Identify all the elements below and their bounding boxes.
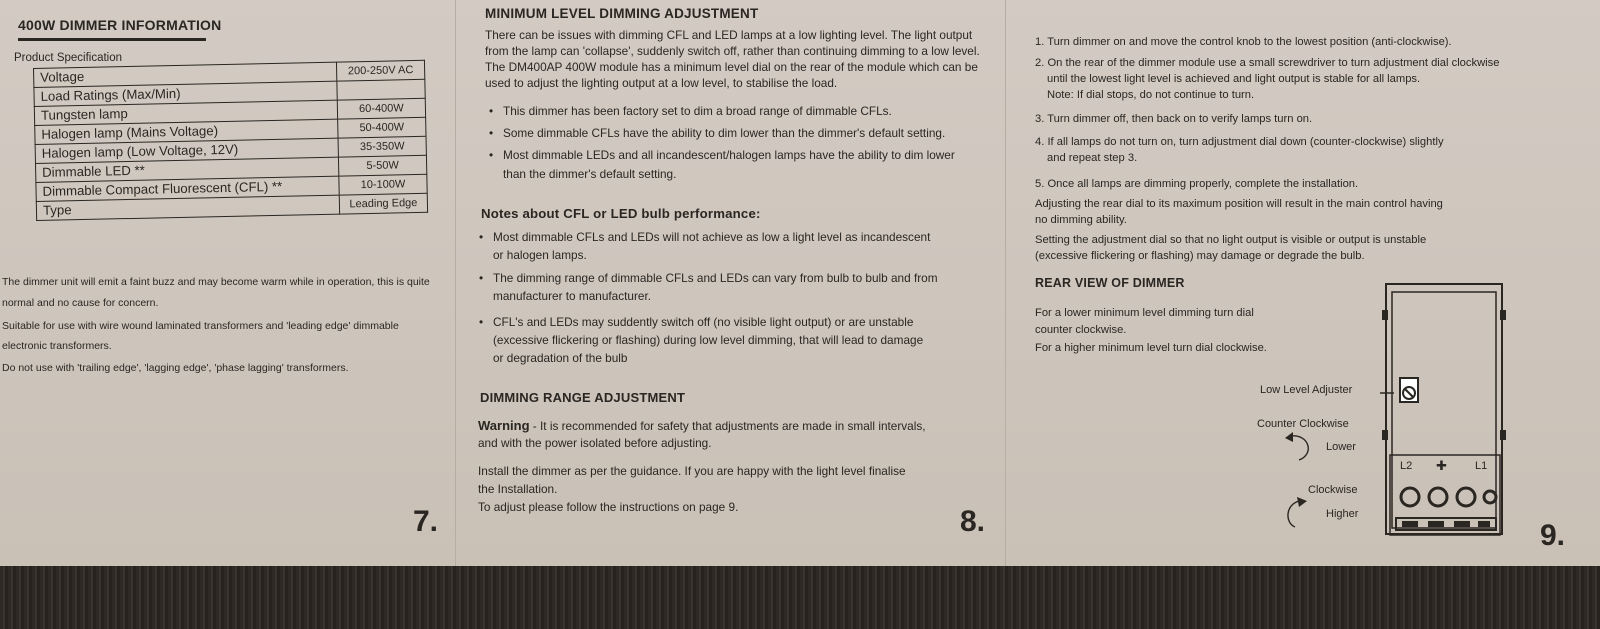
- bullet-item: • Most dimmable LEDs and all incandescent/halogen lamps have the ability to dim lower: [503, 147, 955, 163]
- caution-line: Adjusting the rear dial to its maximum position will result in the main control having: [1035, 198, 1443, 210]
- intro-line: used to adjust the lighting output at a low level, to stabilise the load.: [485, 76, 838, 90]
- step-item: 1. Turn dimmer on and move the control knob to the lowest position (anti-clockwise).: [1035, 36, 1452, 48]
- label-higher: Higher: [1326, 508, 1359, 520]
- terminal-label-l2: L2: [1400, 460, 1413, 472]
- warning-line: [478, 418, 926, 434]
- step-item: 4. If all lamps do not turn on, turn adjustment dial down (counter-clockwise) slightly: [1035, 136, 1444, 148]
- table-cell-value: 50-400W: [338, 117, 426, 138]
- page-7: [0, 0, 455, 566]
- install-line: the Installation.: [478, 482, 558, 496]
- table-cell-label: Tungsten lamp: [34, 100, 337, 125]
- install-line: To adjust please follow the instructions on page 9.: [478, 500, 739, 514]
- spec-label: Product Specification: [14, 52, 123, 64]
- table-cell-label: Halogen lamp (Low Voltage, 12V): [35, 138, 338, 163]
- bullet-continuation: than the dimmer's default setting.: [503, 167, 677, 181]
- note-item: • Most dimmable CFLs and LEDs will not achieve as low a light level as incandescent: [493, 229, 930, 245]
- note-line: normal and no cause for concern.: [2, 297, 159, 309]
- table-cell-label: Dimmable LED **: [35, 157, 338, 182]
- intro-line: from the lamp can 'collapse', suddenly switch off, rather than continuing dimming to a low level.: [485, 44, 980, 58]
- install-line: Install the dimmer as per the guidance. If you are happy with the light level finalise: [478, 464, 906, 478]
- step-note: Note: If dial stops, do not continue to turn.: [1047, 89, 1255, 101]
- table-cell-label: Voltage: [34, 62, 337, 87]
- section-title-minimum-level: MINIMUM LEVEL DIMMING ADJUSTMENT: [485, 6, 759, 21]
- step-item: 5. Once all lamps are dimming properly, complete the installation.: [1035, 178, 1359, 190]
- step-item: 2. On the rear of the dimmer module use a small screwdriver to turn adjustment dial clockwise: [1035, 57, 1500, 69]
- note-continuation: (excessive flickering or flashing) during low level dimming, that will lead to damage: [493, 333, 924, 347]
- table-cell-label: Type: [36, 195, 339, 220]
- label-low-level-adjuster: Low Level Adjuster: [1260, 384, 1353, 396]
- table-cell-value: Leading Edge: [339, 193, 427, 214]
- table-cell-value: 35-350W: [338, 136, 426, 157]
- table-cell-value: 10-100W: [339, 174, 427, 195]
- note-continuation: or halogen lamps.: [493, 248, 587, 262]
- label-clockwise: Clockwise: [1308, 484, 1358, 496]
- terminal-block-icon: [1394, 516, 1498, 532]
- spec-table: [33, 60, 428, 221]
- section-title-range: DIMMING RANGE ADJUSTMENT: [480, 390, 686, 405]
- note-line: Do not use with 'trailing edge', 'lagging edge', 'phase lagging' transformers.: [2, 362, 349, 374]
- table-cell-value: [337, 79, 425, 100]
- caution-line: Setting the adjustment dial so that no light output is visible or output is unstable: [1035, 234, 1427, 246]
- counter-clockwise-arrow-icon: [1281, 430, 1317, 464]
- terminal-screws-icon: [1398, 485, 1498, 509]
- rear-text: counter clockwise.: [1035, 324, 1127, 336]
- page-title: 400W DIMMER INFORMATION: [18, 17, 222, 33]
- caution-line: no dimming ability.: [1035, 214, 1127, 226]
- intro-line: The DM400AP 400W module has a minimum level dial on the rear of the module which can be: [485, 60, 978, 74]
- label-lower: Lower: [1326, 441, 1356, 453]
- section-title-rear-view: REAR VIEW OF DIMMER: [1035, 276, 1185, 290]
- clockwise-arrow-icon: [1281, 497, 1317, 531]
- note-line: electronic transformers.: [2, 340, 112, 352]
- step-continuation: until the lowest light level is achieved and light output is stable for all lamps.: [1047, 73, 1421, 85]
- terminal-label-l1: L1: [1475, 460, 1488, 472]
- bullet-item: • Some dimmable CFLs have the ability to dim lower than the dimmer's default setting.: [503, 125, 945, 141]
- warning-label: Warning: [478, 418, 530, 433]
- warning-continuation: and with the power isolated before adjusting.: [478, 436, 712, 450]
- note-line: The dimmer unit will emit a faint buzz and may become warm while in operation, this is quite: [2, 276, 430, 288]
- page-9: [1005, 0, 1600, 566]
- table-cell-label: Halogen lamp (Mains Voltage): [35, 119, 338, 144]
- page-number: 8.: [960, 505, 986, 538]
- label-counter-clockwise: Counter Clockwise: [1257, 418, 1349, 430]
- table-cell-value: 60-400W: [337, 98, 425, 119]
- rear-view-diagram: [1380, 280, 1510, 542]
- background-surface: [0, 566, 1600, 629]
- note-continuation: or degradation of the bulb: [493, 351, 628, 365]
- note-item: • CFL's and LEDs may suddently switch off (no visible light output) or are unstable: [493, 314, 913, 330]
- table-cell-label: Load Ratings (Max/Min): [34, 81, 337, 106]
- intro-line: There can be issues with dimming CFL and LED lamps at a low lighting level. The light output: [485, 28, 973, 42]
- rear-text: For a higher minimum level turn dial clockwise.: [1035, 342, 1267, 354]
- note-continuation: manufacturer to manufacturer.: [493, 289, 652, 303]
- caution-line: (excessive flickering or flashing) may damage or degrade the bulb.: [1035, 250, 1365, 262]
- title-underline: [18, 38, 206, 41]
- table-cell-label: Dimmable Compact Fluorescent (CFL) **: [36, 176, 339, 201]
- page-number: 9.: [1540, 519, 1566, 552]
- table-cell-value: 5-50W: [338, 155, 426, 176]
- table-cell-value: 200-250V AC: [336, 60, 424, 81]
- note-item: • The dimming range of dimmable CFLs and LEDs can vary from bulb to bulb and from: [493, 270, 938, 286]
- note-line: Suitable for use with wire wound laminated transformers and 'leading edge' dimmable: [2, 320, 399, 332]
- step-item: 3. Turn dimmer off, then back on to verify lamps turn on.: [1035, 113, 1313, 125]
- page-number: 7.: [413, 505, 439, 538]
- bullet-item: • This dimmer has been factory set to dim a broad range of dimmable CFLs.: [503, 103, 892, 119]
- rear-text: For a lower minimum level dimming turn dial: [1035, 307, 1254, 319]
- warning-text: - It is recommended for safety that adjustments are made in small intervals,: [529, 419, 926, 433]
- step-continuation: and repeat step 3.: [1047, 152, 1138, 164]
- link-icon: ✚: [1436, 458, 1447, 473]
- notes-title: Notes about CFL or LED bulb performance:: [481, 206, 761, 221]
- page-8: [455, 0, 1005, 566]
